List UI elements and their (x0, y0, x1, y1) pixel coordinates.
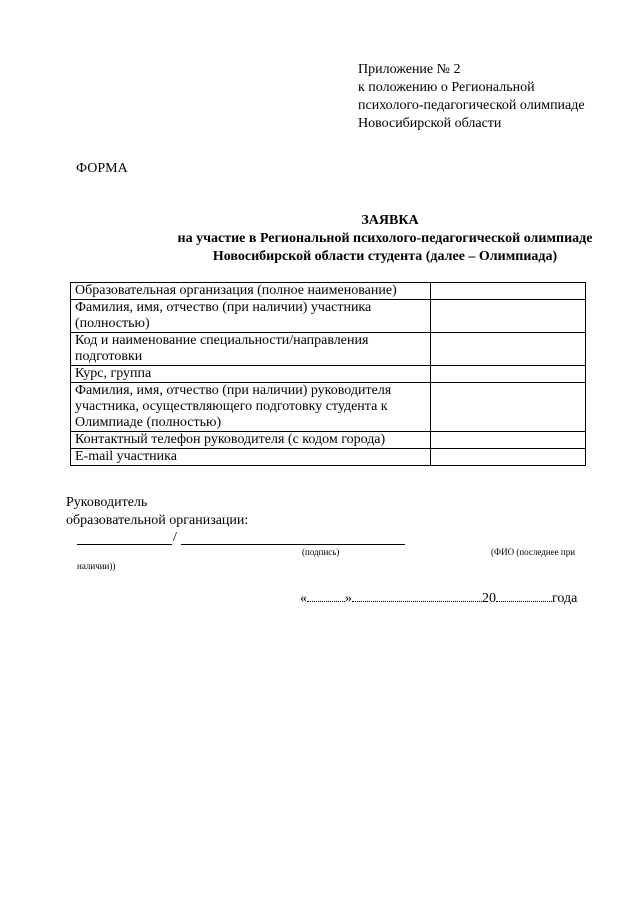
title-heading: ЗАЯВКА (361, 213, 419, 228)
date-close-quote: » (345, 591, 352, 606)
appendix-note (358, 61, 585, 133)
caption-fio: (ФИО (последнее при (491, 547, 576, 557)
table-row (71, 333, 586, 366)
appendix-line: Приложение № 2 (358, 62, 461, 77)
head-title: Руководитель (66, 495, 148, 510)
document-title (60, 212, 640, 266)
row-label: E-mail участника (71, 449, 431, 466)
signature-blank[interactable] (77, 544, 172, 545)
caption-signature: (подпись) (302, 547, 340, 557)
row-label: Курс, группа (71, 366, 431, 383)
head-organization: образовательной организации: (66, 513, 249, 528)
row-label: Фамилия, имя, отчество (при наличии) руководителя участника, осуществляющего подготовку студента к Олимпиаде (полностью) (71, 383, 431, 432)
caption-fio-continued: наличии)) (77, 561, 116, 571)
row-value-field[interactable] (431, 300, 586, 333)
fio-blank[interactable] (181, 544, 405, 545)
title-subline: на участие в Региональной психолого-педагогической олимпиаде (177, 231, 593, 246)
table-row (71, 383, 586, 432)
date-open-quote: « (300, 591, 307, 606)
row-value-field[interactable] (431, 449, 586, 466)
appendix-line: к положению о Региональной (358, 80, 535, 95)
row-label: Фамилия, имя, отчество (при наличии) участника (полностью) (71, 300, 431, 333)
row-label: Образовательная организация (полное наименование) (71, 283, 431, 300)
day-blank[interactable] (307, 589, 345, 602)
month-blank[interactable] (352, 589, 482, 602)
signature-separator: / (173, 530, 177, 545)
table-row (71, 300, 586, 333)
application-table (70, 282, 586, 466)
form-label: ФОРМА (76, 161, 128, 176)
row-value-field[interactable] (431, 283, 586, 300)
table-row (71, 366, 586, 383)
row-label: Контактный телефон руководителя (с кодом города) (71, 432, 431, 449)
row-value-field[interactable] (431, 366, 586, 383)
row-value-field[interactable] (431, 432, 586, 449)
table-row (71, 283, 586, 300)
head-signature-label (66, 494, 248, 530)
appendix-line: Новосибирской области (358, 116, 502, 131)
row-value-field[interactable] (431, 333, 586, 366)
year-suffix: года (552, 591, 578, 606)
year-prefix: 20 (482, 591, 496, 606)
table-row (71, 449, 586, 466)
table-row (71, 432, 586, 449)
title-subline: Новосибирской области студента (далее – Олимпиада) (212, 249, 558, 264)
row-value-field[interactable] (431, 383, 586, 432)
row-label: Код и наименование специальности/направления подготовки (71, 333, 431, 366)
date-line (300, 589, 577, 607)
appendix-line: психолого-педагогической олимпиаде (358, 98, 585, 113)
year-blank[interactable] (496, 589, 552, 602)
